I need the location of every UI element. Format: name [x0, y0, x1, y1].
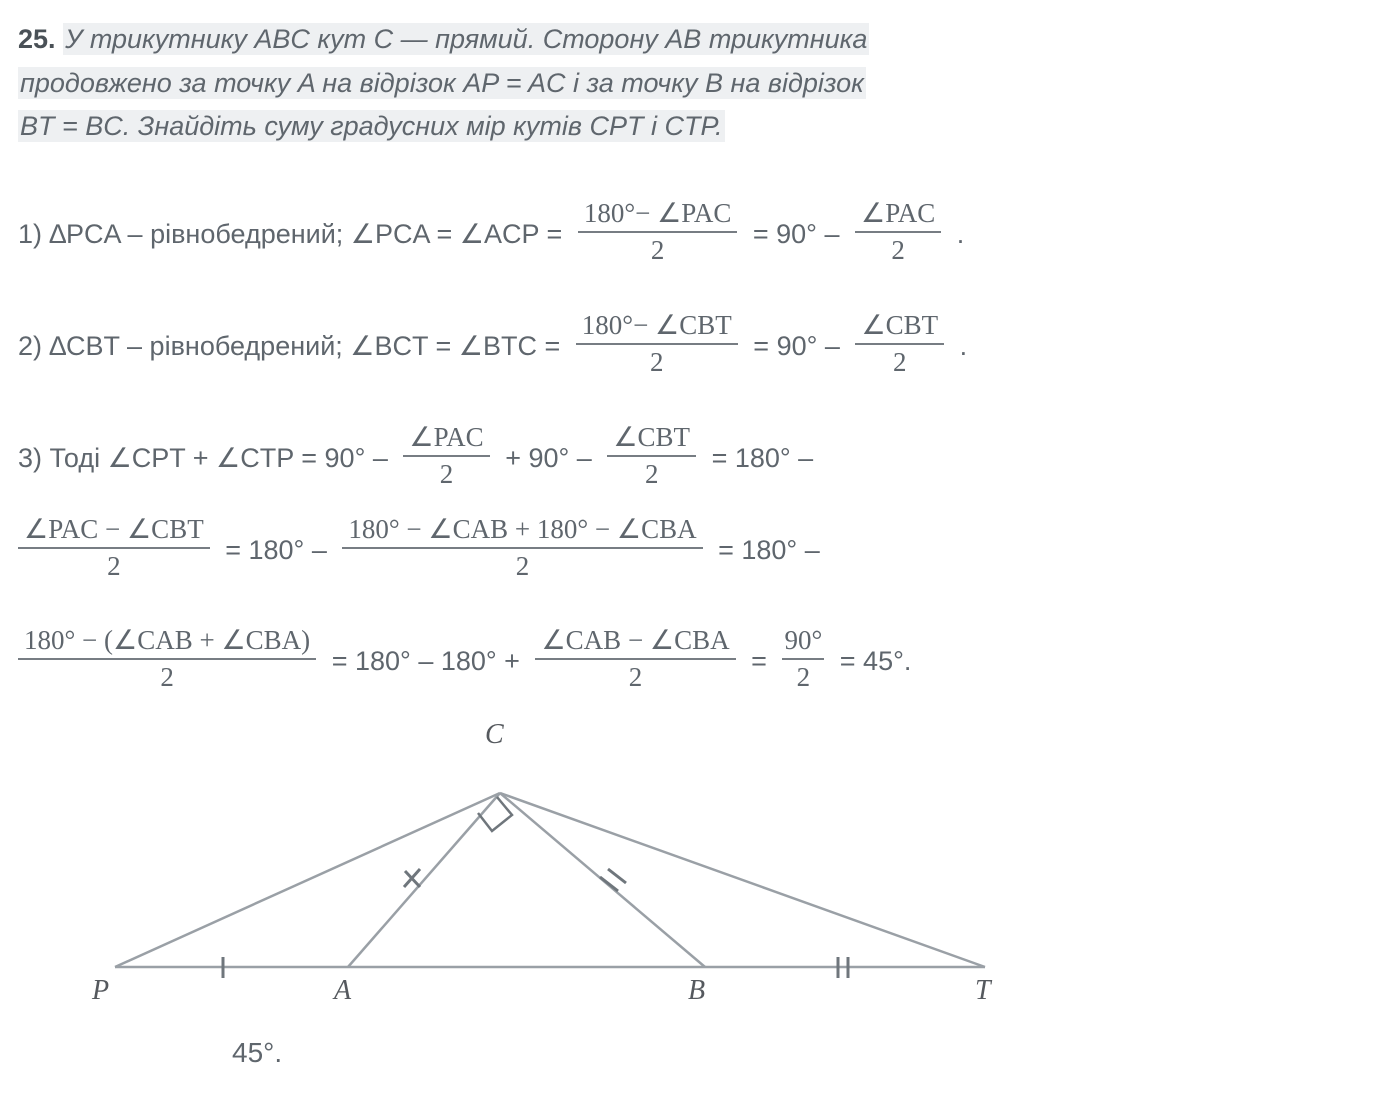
step2-tail: . [959, 330, 968, 361]
step4-fraction-2 [342, 514, 702, 582]
step1-frac2-numerator: ∠PAC [861, 198, 936, 228]
step1-mid: = 90° – [752, 218, 840, 249]
tick-mark-CB-2 [608, 869, 626, 883]
problem-statement [18, 18, 1368, 149]
step5-fraction-1 [18, 625, 316, 693]
step5-frac3-numerator: 90° [784, 625, 823, 655]
figure-label-C: C [485, 719, 504, 750]
figure-label-A: A [334, 975, 352, 1006]
step3-mid-1: + 90° – [505, 442, 592, 473]
geometry-figure [60, 719, 1060, 1025]
statement-line-1 [18, 18, 1368, 62]
answer-text: 45°. [232, 1037, 283, 1068]
solution-step-1 [18, 200, 964, 268]
step2-mid: = 90° – [753, 330, 840, 361]
step4-mid-2: = 180° – [718, 534, 820, 565]
step2-frac2-numerator: ∠CBT [861, 310, 939, 340]
step4-mid-1: = 180° – [225, 534, 327, 565]
step3-frac2-denominator: 2 [644, 459, 659, 489]
step4-frac1-numerator: ∠PAC − ∠CBT [24, 514, 204, 544]
step2-lead: 2) ∆CBT – рівнобедрений; ∠BCT = ∠BTC = [18, 330, 561, 361]
step2-fraction-2 [855, 310, 944, 378]
segment-CT [500, 793, 985, 967]
step5-fraction-3 [782, 625, 824, 693]
step4-fraction-1 [18, 514, 210, 582]
step5-frac1-numerator: 180° − (∠CAB + ∠CBA) [24, 625, 311, 655]
segment-AC [348, 793, 500, 967]
solution-step-3 [18, 424, 813, 492]
figure-label-P: P [92, 975, 110, 1006]
step1-frac1-numerator: 180°− ∠PAC [583, 198, 732, 228]
solution-step-4 [10, 516, 820, 584]
step3-frac2-numerator: ∠CBT [613, 422, 691, 452]
figure-svg [60, 735, 1060, 1025]
step5-frac2-numerator: ∠CAB − ∠CBA [541, 625, 730, 655]
step5-mid-1: = 180° – 180° + [331, 645, 520, 676]
statement-text-3: BT = BC. Знайдіть суму градусних мір кутів CPT і CTP. [20, 111, 723, 142]
step1-fraction-2 [855, 198, 941, 266]
step1-fraction-1 [578, 198, 738, 266]
step2-frac1-denominator: 2 [650, 347, 664, 377]
step1-frac2-denominator: 2 [891, 235, 905, 265]
step2-fraction-1 [576, 310, 738, 378]
statement-line-3 [18, 105, 1368, 149]
step4-frac2-numerator: 180° − ∠CAB + 180° − ∠CBA [348, 514, 697, 544]
step2-frac1-numerator: 180°− ∠CBT [581, 310, 732, 340]
tick-mark-CB-1 [600, 877, 618, 891]
step3-mid-2: = 180° – [711, 442, 814, 473]
statement-text-1: У трикутнику ABC кут C — прямий. Сторону AB трикутника [65, 24, 868, 54]
step5-frac3-denominator: 2 [796, 662, 811, 692]
figure-label-B: B [688, 975, 706, 1006]
statement-text-2: продовжено за точку A на відрізок AP = AC і за точку B на відрізок [20, 67, 864, 98]
solution-step-2 [18, 312, 967, 380]
figure-label-T: T [975, 975, 991, 1006]
step3-frac1-denominator: 2 [439, 459, 454, 489]
step3-fraction-2 [607, 422, 696, 490]
step1-frac1-denominator: 2 [650, 235, 665, 265]
step5-frac1-denominator: 2 [160, 662, 174, 692]
step3-lead: 3) Тоді ∠CPT + ∠CTP = 90° – [18, 442, 388, 473]
problem-number: 25. [18, 24, 56, 54]
solution-step-5 [10, 627, 911, 695]
statement-line-2 [18, 62, 1368, 106]
step5-frac2-denominator: 2 [628, 662, 643, 692]
step4-frac2-denominator: 2 [515, 551, 530, 581]
step3-fraction-1 [403, 422, 489, 490]
step1-tail: . [956, 218, 965, 249]
step2-frac2-denominator: 2 [893, 347, 907, 377]
segment-PC [115, 793, 500, 967]
step3-frac1-numerator: ∠PAC [409, 422, 484, 452]
step4-frac1-denominator: 2 [107, 551, 121, 581]
step5-tail: = 45°. [839, 645, 912, 676]
step1-lead: 1) ∆PCA – рівнобедрений; ∠PCA = ∠ACP = [18, 218, 563, 249]
step5-mid-2: = [751, 645, 767, 676]
step5-fraction-2 [535, 625, 735, 693]
